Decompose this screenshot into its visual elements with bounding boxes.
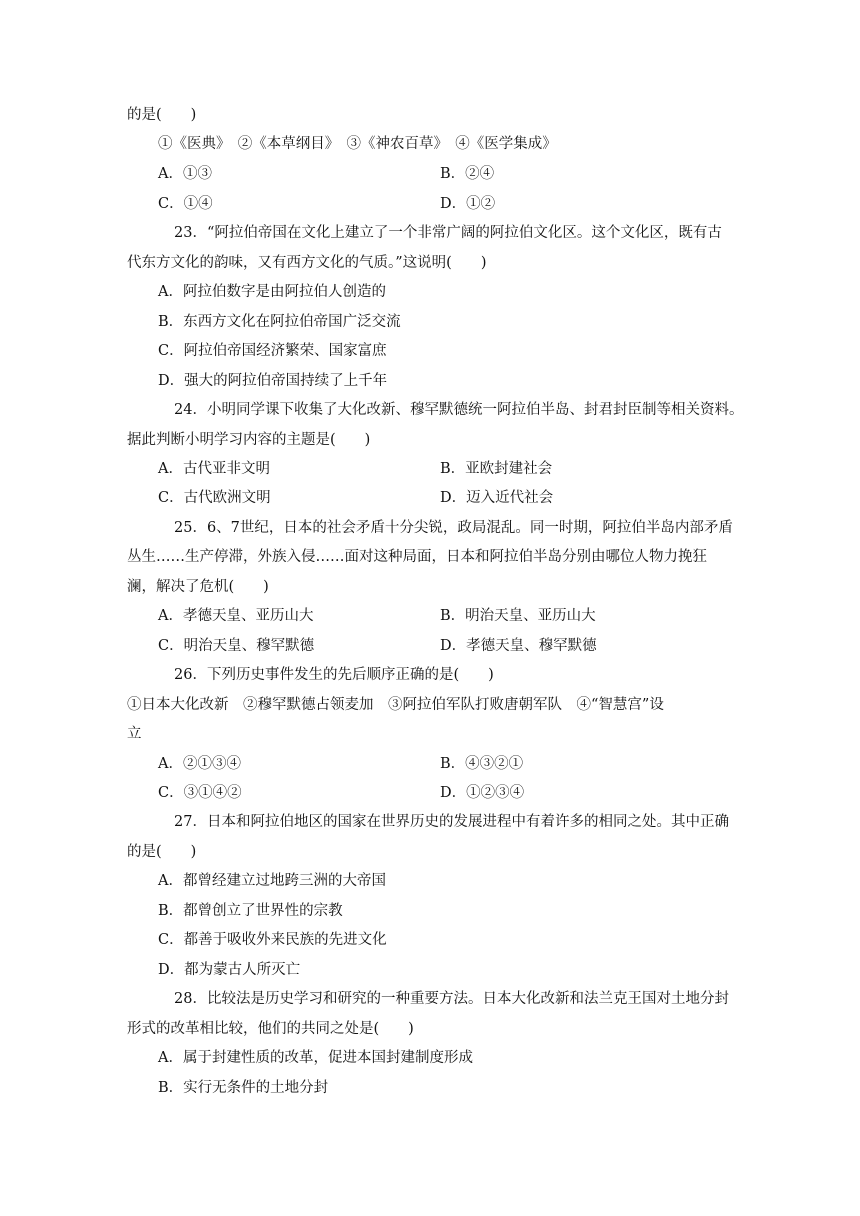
q27-option-b: B．都曾创立了世界性的宗教	[158, 903, 343, 919]
q23-option-d: D．强大的阿拉伯帝国持续了上千年	[158, 373, 388, 389]
q23-option-a: A．阿拉伯数字是由阿拉伯人创造的	[158, 284, 386, 300]
q27-option-a: A．都曾经建立过地跨三洲的大帝国	[158, 873, 386, 889]
q28-stem-line1: 28．比较法是历史学习和研究的一种重要方法。日本大化改新和法兰克王国对土地分封	[174, 991, 729, 1007]
q26-items-line1: ①日本大化改新 ②穆罕默德占领麦加 ③阿拉伯军队打败唐朝军队 ④“智慧宫”设	[127, 697, 664, 713]
q22-option-c: C．①④	[158, 196, 213, 212]
q23-stem-line2: 代东方文化的韵味，又有西方文化的气质。”这说明( )	[127, 255, 487, 271]
q28-stem-line2: 形式的改革相比较，他们的共同之处是( )	[127, 1021, 414, 1037]
q23-option-b: B．东西方文化在阿拉伯帝国广泛交流	[158, 314, 401, 330]
q24-stem-line1: 24．小明同学课下收集了大化改新、穆罕默德统一阿拉伯半岛、封君封臣制等相关资料。	[174, 402, 744, 418]
q23-stem-line1: 23．“阿拉伯帝国在文化上建立了一个非常广阔的阿拉伯文化区。这个文化区，既有古	[174, 225, 722, 241]
q25-stem-line2: 丛生……生产停滞，外族入侵……面对这种局面，日本和阿拉伯半岛分别由哪位人物力挽狂	[127, 549, 707, 565]
q25-option-c: C．明治天皇、穆罕默德	[158, 638, 315, 654]
q22-option-a: A．①③	[158, 166, 212, 182]
q27-stem-line1: 27．日本和阿拉伯地区的国家在世界历史的发展进程中有着许多的相同之处。其中正确	[174, 814, 729, 830]
q26-option-b: B．④③②①	[440, 756, 524, 772]
q26-option-d: D．①②③④	[440, 785, 525, 801]
q26-items-line2: 立	[127, 726, 142, 742]
q27-option-d: D．都为蒙古人所灭亡	[158, 962, 301, 978]
q28-option-b: B．实行无条件的土地分封	[158, 1080, 329, 1096]
q25-option-b: B．明治天皇、亚历山大	[440, 608, 596, 624]
q22-stem-tail: 的是( )	[127, 107, 197, 123]
q23-option-c: C．阿拉伯帝国经济繁荣、国家富庶	[158, 343, 387, 359]
q24-stem-line2: 据此判断小明学习内容的主题是( )	[127, 432, 371, 448]
q25-option-a: A．孝德天皇、亚历山大	[158, 608, 314, 624]
q25-option-d: D．孝德天皇、穆罕默德	[440, 638, 597, 654]
q27-option-c: C．都善于吸收外来民族的先进文化	[158, 932, 387, 948]
q24-option-d: D．迈入近代社会	[440, 490, 554, 506]
q24-option-a: A．古代亚非文明	[158, 461, 270, 477]
q22-items: ①《医典》 ②《本草纲目》 ③《神农百草》 ④《医学集成》	[158, 136, 557, 152]
q22-option-d: D．①②	[440, 196, 496, 212]
q25-stem-line1: 25．6、7世纪，日本的社会矛盾十分尖锐，政局混乱。同一时期，阿拉伯半岛内部矛盾	[174, 520, 733, 536]
q26-option-c: C．③①④②	[158, 785, 242, 801]
q24-option-c: C．古代欧洲文明	[158, 490, 271, 506]
q26-stem-line1: 26．下列历史事件发生的先后顺序正确的是( )	[174, 667, 494, 683]
q24-option-b: B．亚欧封建社会	[440, 461, 553, 477]
q28-option-a: A．属于封建性质的改革，促进本国封建制度形成	[158, 1050, 473, 1066]
q25-stem-line3: 澜，解决了危机( )	[127, 579, 269, 595]
q27-stem-line2: 的是( )	[127, 844, 197, 860]
q26-option-a: A．②①③④	[158, 756, 241, 772]
q22-option-b: B．②④	[440, 166, 495, 182]
